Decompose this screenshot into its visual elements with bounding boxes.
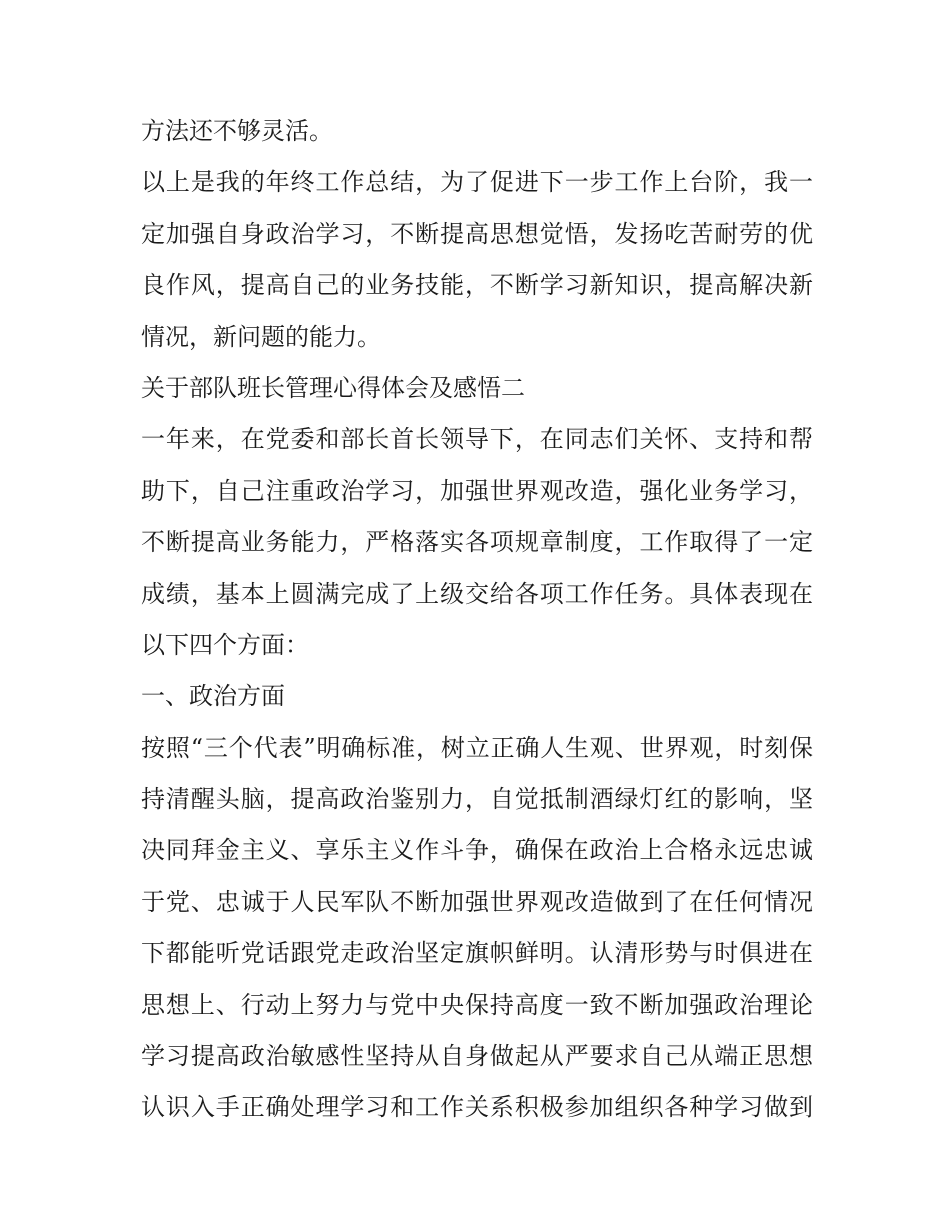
- text-line: 于党、忠诚于人民军队不断加强世界观改造做到了在任何情况: [141, 887, 813, 916]
- text-line: 一年来，在党委和部长首长领导下，在同志们关怀、支持和帮: [141, 425, 813, 454]
- text-line: 决同拜金主义、享乐主义作斗争，确保在政治上合格永远忠诚: [141, 836, 813, 865]
- text-line: 下都能听党话跟党走政治坚定旗帜鲜明。认清形势与时俱进在: [141, 939, 813, 968]
- text-line: 关于部队班长管理心得体会及感悟二: [141, 373, 525, 402]
- text-line: 以下四个方面：: [141, 630, 309, 659]
- text-line: 持清醒头脑，提高政治鉴别力，自觉抵制酒绿灯红的影响，坚: [141, 785, 813, 814]
- text-line: 方法还不够灵活。: [141, 117, 333, 145]
- text-line: 情况，新问题的能力。: [141, 322, 381, 351]
- text-line: 成绩，基本上圆满完成了上级交给各项工作任务。具体表现在: [141, 579, 813, 608]
- text-line: 按照“三个代表”明确标准，树立正确人生观、世界观，时刻保: [141, 733, 813, 762]
- text-line: 一、政治方面: [141, 682, 285, 711]
- text-line: 不断提高业务能力，严格落实各项规章制度，工作取得了一定: [141, 528, 813, 557]
- document-body: [141, 106, 813, 1134]
- text-line: 思想上、行动上努力与党中央保持高度一致不断加强政治理论: [141, 990, 813, 1019]
- text-line: 助下，自己注重政治学习，加强世界观改造，强化业务学习，: [141, 476, 813, 505]
- text-line: 以上是我的年终工作总结，为了促进下一步工作上台阶，我一: [141, 168, 813, 197]
- text-line: 定加强自身政治学习，不断提高思想觉悟，发扬吃苦耐劳的优: [141, 219, 813, 248]
- text-line: 良作风，提高自己的业务技能，不断学习新知识，提高解决新: [141, 271, 813, 300]
- text-line: 学习提高政治敏感性坚持从自身做起从严要求自己从端正思想: [141, 1042, 813, 1071]
- text-line: 认识入手正确处理学习和工作关系积极参加组织各种学习做到: [141, 1093, 813, 1122]
